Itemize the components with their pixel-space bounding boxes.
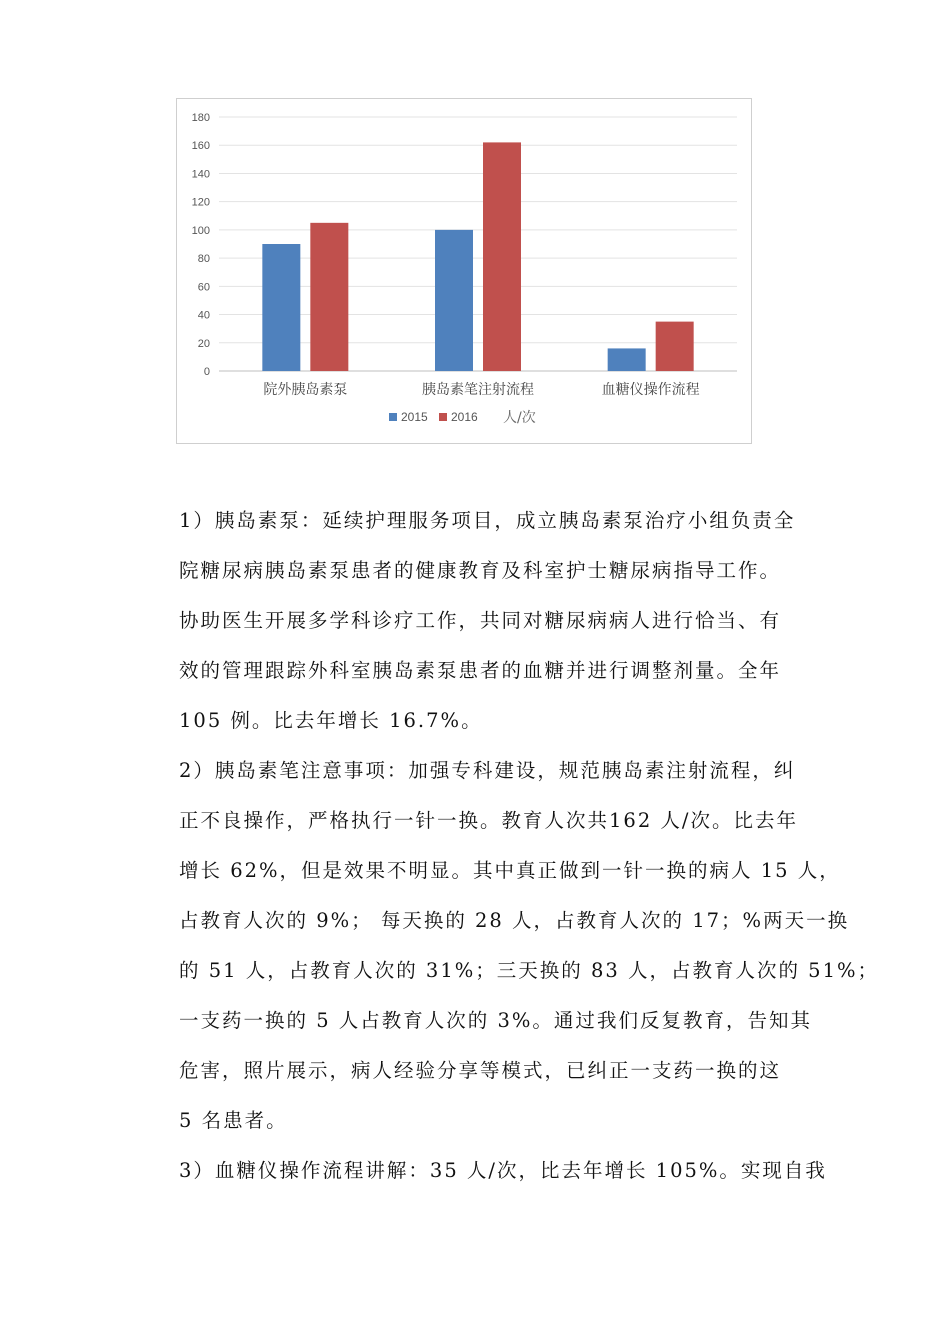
bar-2016-2 <box>656 322 694 371</box>
text-line: 院糖尿病胰岛素泵患者的健康教育及科室护士糖尿病指导工作。 <box>179 559 782 582</box>
chart-svg <box>177 99 753 445</box>
x-category-label: 胰岛素笔注射流程 <box>422 382 534 398</box>
bar-2015-2 <box>608 348 646 371</box>
text-line: 2）胰岛素笔注意事项：加强专科建设，规范胰岛素注射流程，纠 <box>179 759 796 782</box>
text-line: 1）胰岛素泵：延续护理服务项目，成立胰岛素泵治疗小组负责全 <box>179 509 796 532</box>
y-tick-label: 60 <box>197 281 210 294</box>
y-tick-label: 160 <box>191 140 210 153</box>
x-category-label: 院外胰岛素泵 <box>263 382 348 398</box>
bar-2015-0 <box>262 244 300 371</box>
text-line: 协助医生开展多学科诊疗工作，共同对糖尿病病人进行恰当、有 <box>179 609 782 632</box>
text-line: 效的管理跟踪外科室胰岛素泵患者的血糖并进行调整剂量。全年 <box>179 659 782 682</box>
y-tick-label: 100 <box>191 224 210 237</box>
paragraph <box>179 496 819 746</box>
bar-2016-1 <box>483 142 521 371</box>
bar-chart <box>176 98 752 444</box>
text-line: 3）血糖仪操作流程讲解：35 人/次，比去年增长 105%。实现自我 <box>179 1159 827 1182</box>
y-tick-label: 20 <box>197 337 210 350</box>
text-line: 一支药一换的 5 人占教育人次的 3%。通过我们反复教育，告知其 <box>179 1009 812 1032</box>
body-text <box>179 496 880 1196</box>
paragraph <box>179 746 880 1146</box>
bar-2015-1 <box>435 230 473 371</box>
legend-label: 2016 <box>451 410 478 424</box>
text-line: 5 名患者。 <box>179 1109 288 1132</box>
text-line: 105 例。比去年增长 16.7%。 <box>179 709 483 732</box>
text-line: 正不良操作，严格执行一针一换。教育人次共162 人/次。比去年 <box>179 809 798 832</box>
y-tick-label: 0 <box>203 366 210 378</box>
text-line: 增长 62%，但是效果不明显。其中真正做到一针一换的病人 15 人， <box>179 859 841 882</box>
text-line: 的 51 人，占教育人次的 31%；三天换的 83 人，占教育人次的 51%； <box>179 959 880 982</box>
x-category-label: 血糖仪操作流程 <box>601 382 700 398</box>
legend-label: 2015 <box>401 410 428 424</box>
y-tick-label: 120 <box>191 196 210 209</box>
y-tick-label: 40 <box>197 309 210 322</box>
text-line: 危害，照片展示，病人经验分享等模式，已纠正一支药一换的这 <box>179 1059 782 1082</box>
bar-2016-0 <box>310 223 348 371</box>
legend-swatch-2015 <box>389 413 397 421</box>
legend-swatch-2016 <box>439 413 447 421</box>
unit-label: 人/次 <box>503 410 536 426</box>
y-tick-label: 140 <box>191 168 210 181</box>
y-tick-label: 80 <box>197 253 210 266</box>
text-line: 占教育人次的 9%； 每天换的 28 人，占教育人次的 17；%两天一换 <box>179 909 850 932</box>
paragraph <box>179 1146 827 1196</box>
y-tick-label: 180 <box>191 112 210 124</box>
